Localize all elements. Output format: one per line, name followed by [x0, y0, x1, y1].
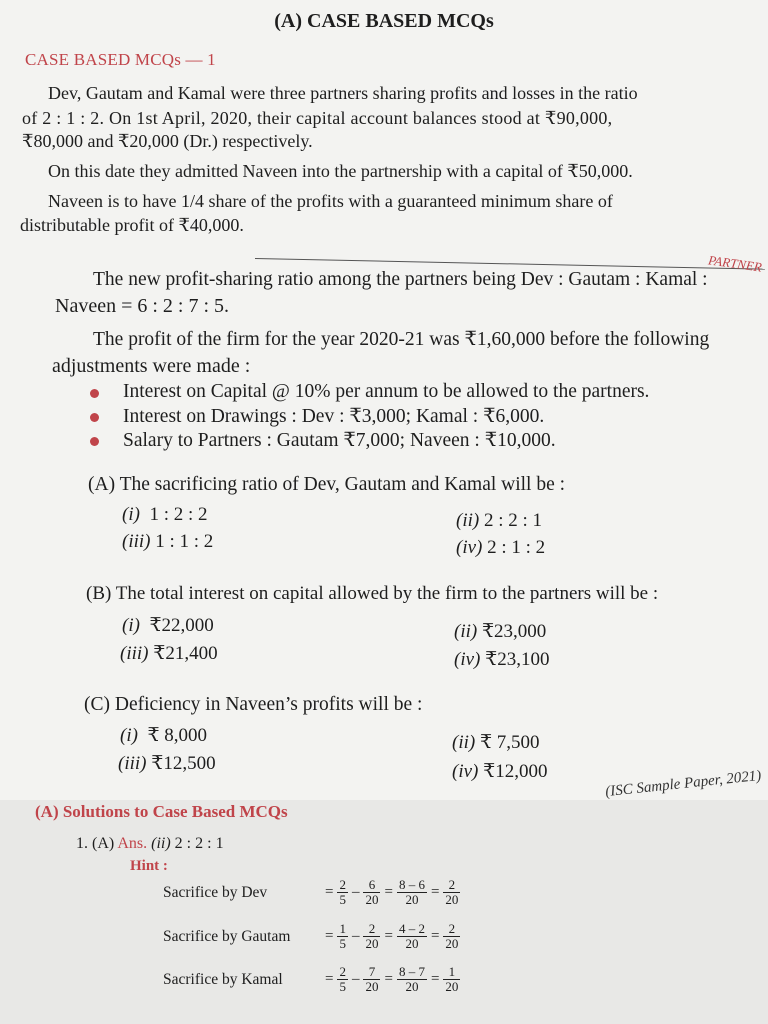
case-paragraph-3-line-1: Naveen is to have 1/4 share of the profits with a guaranteed minimum share of: [48, 191, 613, 211]
option-c-iv: (iv) ₹12,000: [452, 761, 548, 782]
option-a-iii: (iii) 1 : 1 : 2: [122, 531, 214, 552]
option-c-iii: (iii) ₹12,500: [118, 753, 216, 774]
option-b-iii: (iii) ₹21,400: [120, 643, 218, 664]
case-paragraph-2: On this date they admitted Naveen into the partnership with a capital of ₹50,000.: [48, 161, 633, 181]
bullet-dot: [90, 437, 99, 446]
option-a-i: (i) 1 : 2 : 2: [122, 504, 208, 525]
option-c-i: (i) ₹ 8,000: [120, 725, 208, 746]
question-a: (A) The sacrificing ratio of Dev, Gautam and Kamal will be :: [88, 474, 566, 495]
option-b-ii: (ii) ₹23,000: [454, 621, 547, 642]
profit-line-2: adjustments were made :: [52, 355, 251, 377]
bullet-dot: [90, 389, 99, 398]
sacrifice-row-gautam: Sacrifice by Gautam = $\frac{1}{5}$ – $\frac{2}{20}$ = $\frac{4 - 2}{20}$ = $\frac{2}{20}$: [163, 921, 459, 951]
partner-tag: PARTNER: [707, 252, 763, 275]
bullet-dot: [90, 413, 99, 422]
solutions-title: (A) Solutions to Case Based MCQs: [35, 802, 288, 821]
hint-label: Hint :: [130, 858, 168, 874]
option-b-i: (i) ₹22,000: [122, 615, 214, 636]
source-citation: (ISC Sample Paper, 2021): [604, 767, 763, 801]
profit-line-1: The profit of the firm for the year 2020-21 was ₹1,60,000 before the following: [93, 329, 710, 350]
sacrifice-row-dev: Sacrifice by Dev = $\frac{2}{5}$ – $\frac{6}{20}$ = $\frac{8 - 6}{20}$ = $\frac{2}{20}$: [163, 877, 459, 907]
sacrifice-row-kamal: Sacrifice by Kamal = $\frac{2}{5}$ – $\frac{7}{20}$ = $\frac{8 - 7}{20}$ = $\frac{1}{20}$: [163, 964, 459, 994]
option-a-iv: (iv) 2 : 1 : 2: [456, 537, 546, 558]
bullet-item-1: Interest on Capital @ 10% per annum to be allowed to the partners.: [123, 381, 650, 402]
bullet-item-3: Salary to Partners : Gautam ₹7,000; Naveen : ₹10,000.: [123, 430, 556, 451]
case-title: CASE BASED MCQs — 1: [25, 50, 216, 69]
option-c-ii: (ii) ₹ 7,500: [452, 732, 540, 753]
question-c: (C) Deficiency in Naveen’s profits will be :: [84, 694, 423, 715]
case-paragraph-1-line-1: Dev, Gautam and Kamal were three partners sharing profits and losses in the ratio: [48, 83, 638, 103]
option-a-ii: (ii) 2 : 2 : 1: [456, 510, 543, 531]
question-b: (B) The total interest on capital allowed by the firm to the partners will be :: [86, 583, 659, 604]
option-b-iv: (iv) ₹23,100: [454, 649, 550, 670]
ratio-line-1: The new profit-sharing ratio among the partners being Dev : Gautam : Kamal :: [93, 269, 708, 290]
bullet-item-2: Interest on Drawings : Dev : ₹3,000; Kamal : ₹6,000.: [123, 406, 545, 427]
case-paragraph-1-line-3: ₹80,000 and ₹20,000 (Dr.) respectively.: [22, 131, 313, 151]
case-paragraph-3-line-2: distributable profit of ₹40,000.: [20, 215, 244, 235]
ratio-line-2: Naveen = 6 : 2 : 7 : 5.: [55, 295, 230, 317]
section-header: (A) CASE BASED MCQs: [274, 10, 494, 32]
case-paragraph-1-line-2: of 2 : 1 : 2. On 1st April, 2020, their capital account balances stood at ₹90,000,: [22, 108, 613, 128]
answer-line: 1. (A) Ans. (ii) 2 : 2 : 1: [76, 835, 224, 852]
